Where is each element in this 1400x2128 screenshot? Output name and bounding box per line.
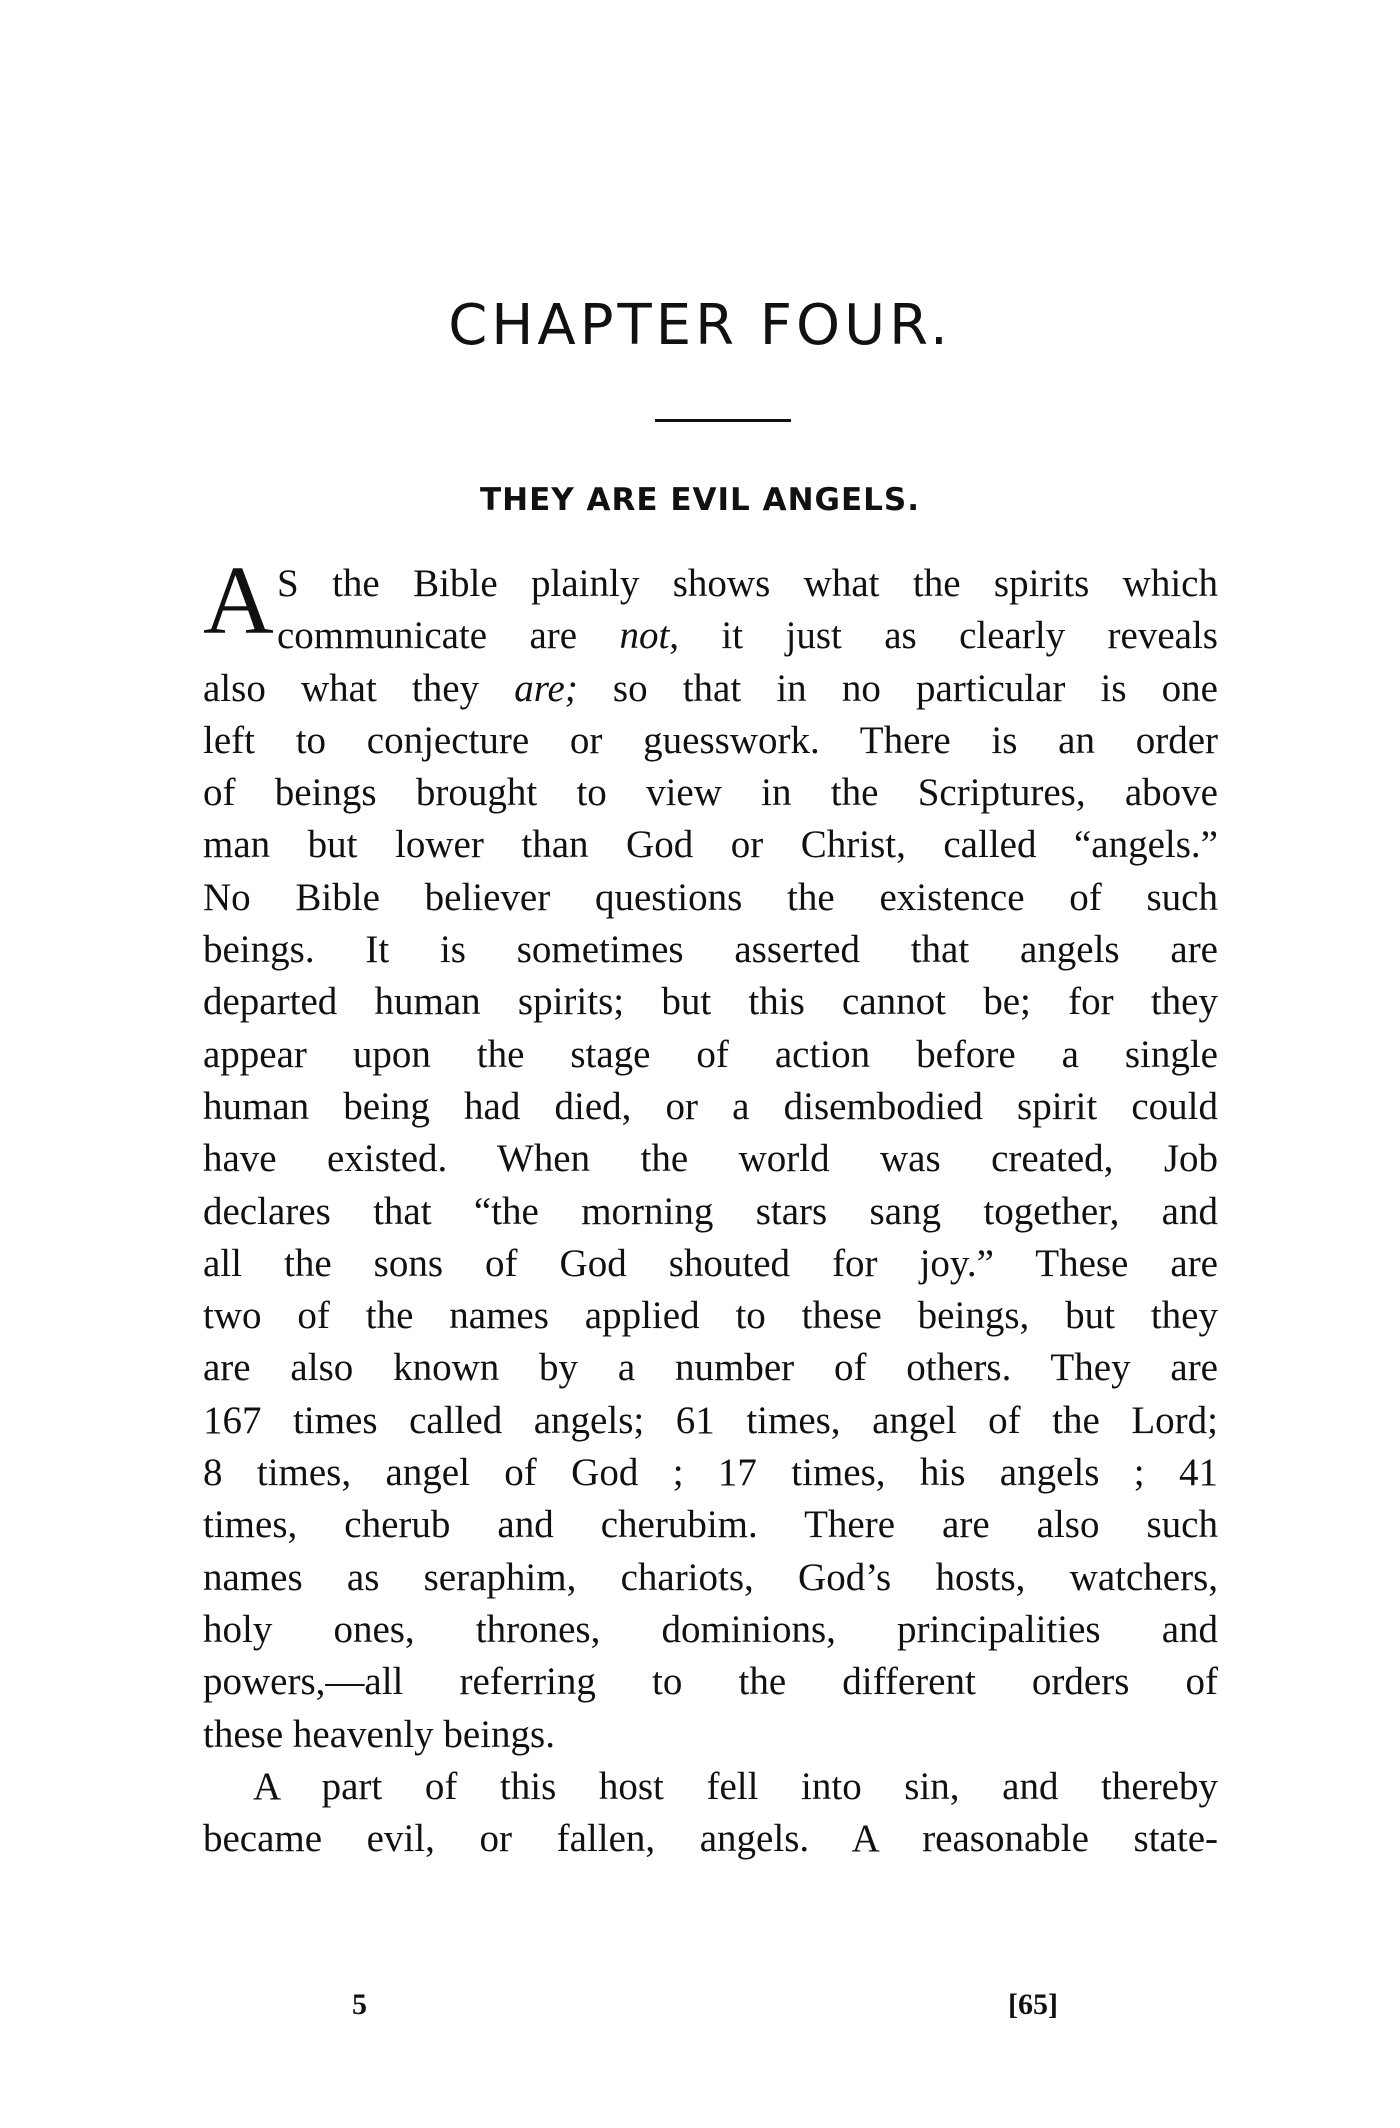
text-line: beings. It is sometimes asserted that angels are [203, 928, 1218, 972]
text-line: man but lower than God or Christ, called “angels.” [203, 823, 1218, 867]
text-line: 8 times, angel of God ; 17 times, his angels ; 41 [203, 1451, 1218, 1495]
text-line: human being had died, or a disembodied spirit could [203, 1084, 1218, 1128]
text-line: have existed. When the world was created, Job [203, 1137, 1218, 1181]
text-line: departed human spirits; but this cannot be; for they [203, 980, 1218, 1024]
text-line: became evil, or fallen, angels. A reasonable state- [203, 1817, 1218, 1861]
text-line: also what they are; so that in no particular is one [203, 666, 1218, 710]
text-line: names as seraphim, chariots, God’s hosts, watchers, [203, 1555, 1218, 1599]
text-line: holy ones, thrones, dominions, principalities and [203, 1607, 1218, 1651]
text-line: these heavenly beings. [203, 1712, 555, 1756]
text-line: communicate are not, it just as clearly reveals [277, 614, 1218, 658]
text-line: left to conjecture or guesswork. There is an order [203, 718, 1218, 762]
signature-mark: 5 [352, 1988, 367, 2021]
text-line: are also known by a number of others. They are [203, 1346, 1218, 1390]
text-line: S the Bible plainly shows what the spirits which [277, 562, 1218, 605]
page-number: [65] [1008, 1988, 1058, 2021]
chapter-subtitle: THEY ARE EVIL ANGELS. [480, 482, 920, 518]
title-rule [655, 419, 791, 422]
text-line: 167 times called angels; 61 times, angel of the Lord; [203, 1398, 1218, 1442]
text-line: times, cherub and cherubim. There are also such [203, 1503, 1218, 1547]
chapter-title: CHAPTER FOUR. [448, 293, 952, 358]
text-line: No Bible believer questions the existence of such [203, 875, 1218, 919]
text-line: declares that “the morning stars sang together, and [203, 1189, 1218, 1233]
text-line: of beings brought to view in the Scriptures, above [203, 771, 1218, 815]
text-line: appear upon the stage of action before a single [203, 1032, 1218, 1076]
text-line: all the sons of God shouted for joy.” These are [203, 1241, 1218, 1285]
text-line: two of the names applied to these beings, but they [203, 1294, 1218, 1338]
text-line: powers,—all referring to the different orders of [203, 1660, 1218, 1704]
text-line: A part of this host fell into sin, and thereby [253, 1764, 1218, 1808]
drop-cap: A [203, 547, 274, 655]
body-text [203, 558, 1218, 1865]
